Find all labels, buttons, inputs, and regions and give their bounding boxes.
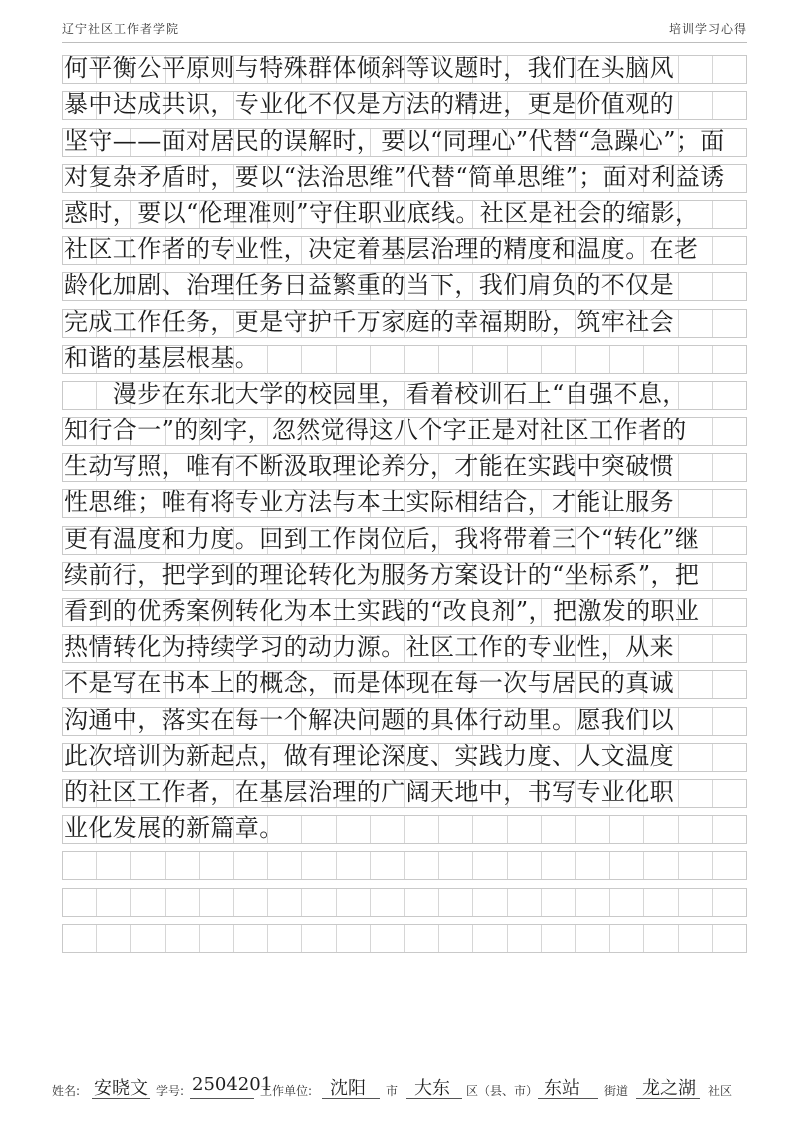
community-label: 社区 <box>708 1084 733 1098</box>
grid-line <box>62 446 747 482</box>
student-no-underline <box>190 1098 254 1099</box>
grid-line <box>62 917 747 953</box>
grid-line <box>62 699 747 735</box>
handwritten-line: 性思维；唯有将专业方法与本土实际相结合，才能让服务 <box>64 488 674 517</box>
district-underline <box>406 1098 462 1099</box>
city-label: 市 <box>386 1084 399 1098</box>
grid-line <box>62 48 747 84</box>
grid-line <box>62 410 747 446</box>
work-unit-label: 工作单位: <box>260 1084 313 1098</box>
district-value: 大东 <box>414 1078 450 1099</box>
handwritten-line: 此次培训为新起点，做有理论深度、实践力度、人文温度 <box>64 741 674 770</box>
grid-line <box>62 591 747 627</box>
footer-signature-block <box>52 1074 759 1102</box>
grid-line <box>62 772 747 808</box>
name-label: 姓名: <box>52 1084 81 1098</box>
handwritten-line <box>64 887 747 916</box>
grid-line <box>62 736 747 772</box>
grid-line <box>62 808 747 844</box>
district-label: 区（县、市） <box>466 1084 539 1098</box>
grid-line <box>62 120 747 156</box>
grid-line <box>62 663 747 699</box>
handwritten-line: 续前行，把学到的理论转化为服务方案设计的“坐标系”，把 <box>64 560 700 589</box>
header-document-type: 培训学习心得 <box>668 22 747 36</box>
handwritten-line: 完成工作任务，更是守护千万家庭的幸福期盼，筑牢社会 <box>64 307 674 336</box>
handwritten-line: 社区工作者的专业性，决定着基层治理的精度和温度。在老 <box>64 235 699 264</box>
handwritten-line: 坚守——面对居民的误解时，要以“同理心”代替“急躁心”；面 <box>64 126 725 155</box>
student-no-value: 2504201 <box>192 1074 273 1095</box>
header-institution: 辽宁社区工作者学院 <box>62 22 180 36</box>
city-underline <box>322 1098 380 1099</box>
handwritten-line: 知行合一”的刻字，忽然觉得这八个字正是对社区工作者的 <box>64 416 687 445</box>
handwritten-line <box>64 850 747 879</box>
community-underline <box>636 1098 700 1099</box>
grid-line <box>62 265 747 301</box>
name-underline <box>92 1098 150 1099</box>
street-underline <box>538 1098 598 1099</box>
handwritten-line: 何平衡公平原则与特殊群体倾斜等议题时，我们在头脑风 <box>64 54 674 83</box>
handwritten-line: 和谐的基层根基。 <box>64 343 260 372</box>
name-value: 安晓文 <box>94 1078 148 1099</box>
city-value: 沈阳 <box>330 1078 366 1099</box>
grid-line <box>62 229 747 265</box>
grid-line <box>62 301 747 337</box>
handwritten-line: 暴中达成共识，专业化不仅是方法的精进，更是价值观的 <box>64 90 674 119</box>
grid-line <box>62 84 747 120</box>
handwritten-line: 沟通中，落实在每一个解决问题的具体行动里。愿我们以 <box>64 705 674 734</box>
handwritten-line: 对复杂矛盾时，要以“法治思维”代替“简单思维”；面对利益诱 <box>64 162 725 191</box>
handwritten-line: 生动写照，唯有不断汲取理论养分，才能在实践中突破惯 <box>64 452 674 481</box>
grid-line <box>62 338 747 374</box>
street-label: 街道 <box>604 1084 629 1098</box>
handwritten-line: 的社区工作者，在基层治理的广阔天地中，书写专业化职 <box>64 777 674 806</box>
handwritten-line <box>64 923 747 952</box>
handwritten-line: 看到的优秀案例转化为本土实践的“改良剂”，把激发的职业 <box>64 597 700 625</box>
grid-line <box>62 844 747 880</box>
handwritten-line: 更有温度和力度。回到工作岗位后，我将带着三个“转化”继 <box>64 524 700 553</box>
handwritten-line: 龄化加剧、治理任务日益繁重的当下，我们肩负的不仅是 <box>64 271 674 300</box>
community-value: 龙之湖 <box>642 1078 696 1099</box>
handwritten-line: 热情转化为持续学习的动力源。社区工作的专业性，从来 <box>64 633 674 662</box>
grid-line <box>62 374 747 410</box>
handwritten-line: 漫步在东北大学的校园里，看着校训石上“自强不息， <box>64 379 687 408</box>
handwritten-line: 业化发展的新篇章。 <box>64 814 284 843</box>
manuscript-grid <box>62 48 747 953</box>
grid-line <box>62 157 747 193</box>
handwritten-line: 惑时，要以“伦理准则”守住职业底线。社区是社会的缩影， <box>64 198 700 227</box>
header-rule <box>62 42 747 43</box>
handwritten-line: 不是写在书本上的概念，而是体现在每一次与居民的真诚 <box>64 669 674 698</box>
grid-line <box>62 880 747 916</box>
grid-line <box>62 627 747 663</box>
student-no-label: 学号: <box>156 1084 185 1098</box>
grid-line <box>62 193 747 229</box>
grid-line <box>62 555 747 591</box>
grid-line <box>62 518 747 554</box>
street-value: 东站 <box>544 1078 580 1099</box>
grid-line <box>62 482 747 518</box>
